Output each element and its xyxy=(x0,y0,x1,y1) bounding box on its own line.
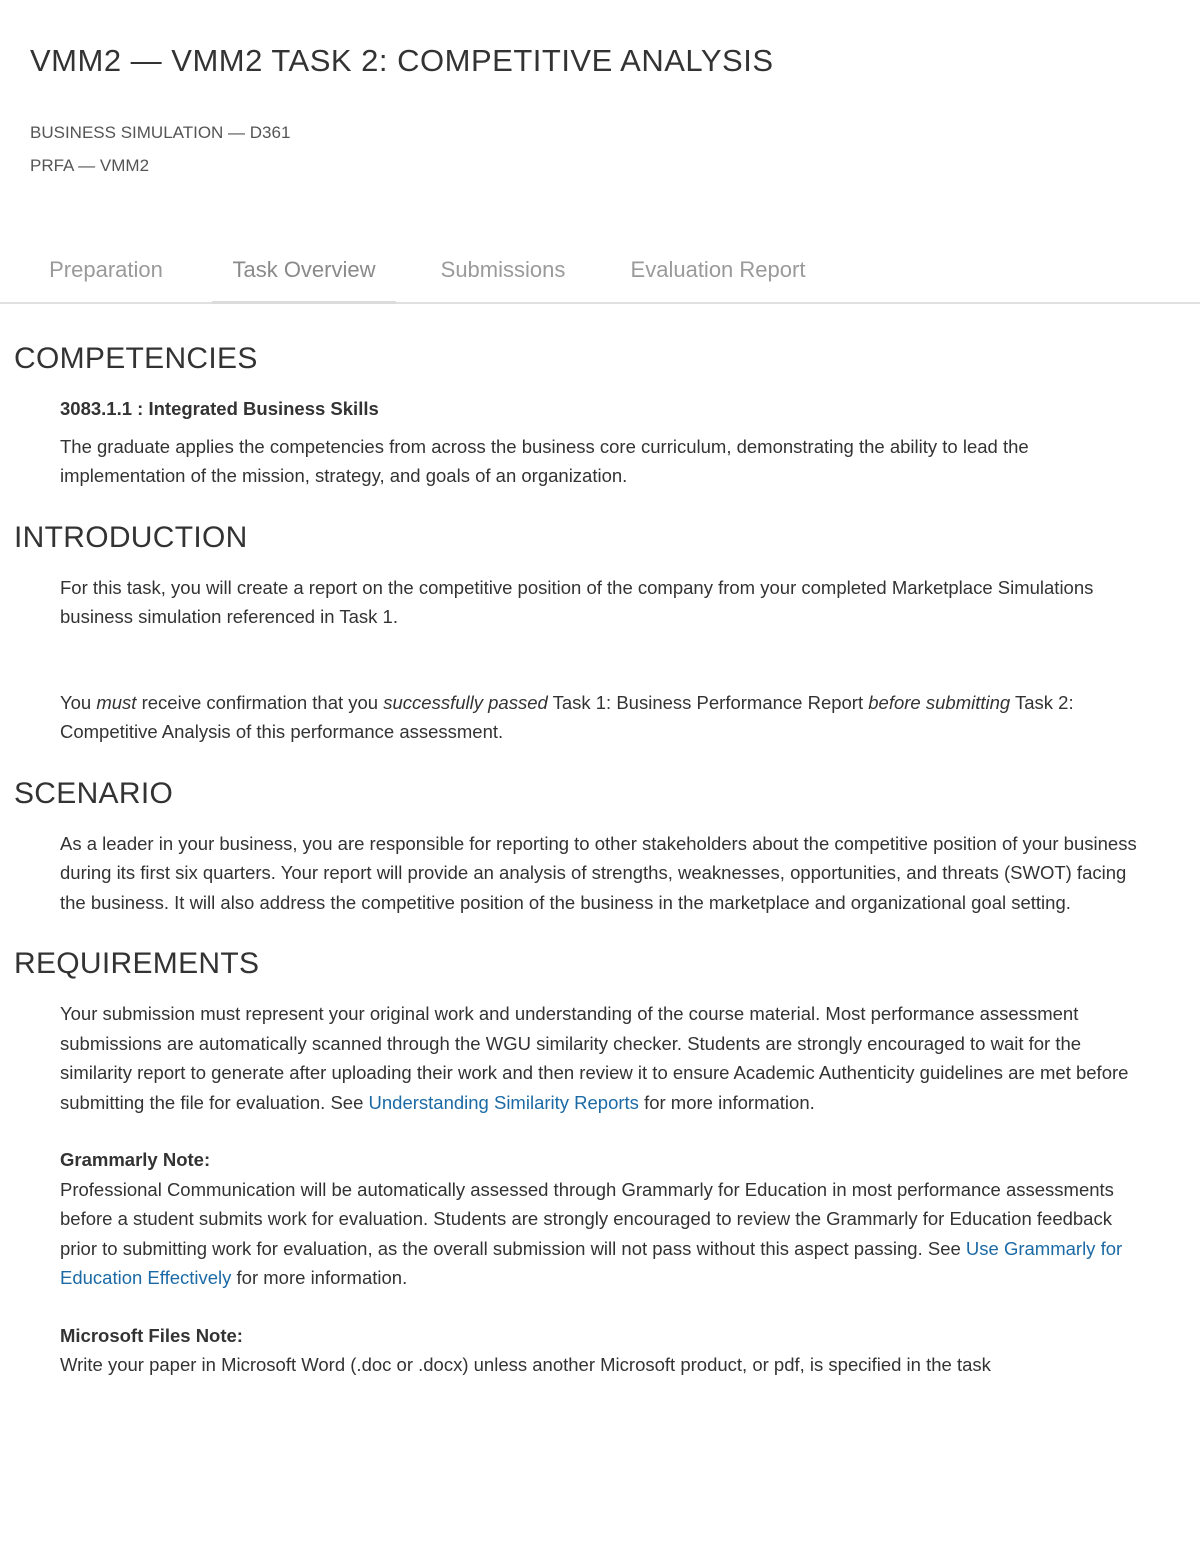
competency-code: 3083.1.1 : xyxy=(60,398,144,419)
introduction-paragraph: For this task, you will create a report on the competitive position of the company from your completed Marketplace Simulations business simulation referenced in Task 1. xyxy=(60,576,1094,627)
introduction-body xyxy=(60,567,1150,747)
scenario-body xyxy=(60,823,1150,918)
scenario-paragraph: As a leader in your business, you are responsible for reporting to other stakeholders about the competitive position of your business during its first six quarters. Your report will provide an analysis of strengths, weaknesses, opportunities, and threats (SWOT) facing the business. It will also address the competitive position of the business in the marketplace and organizational goal setting. xyxy=(60,832,1137,913)
microsoft-note-title: Microsoft Files Note: xyxy=(60,1324,243,1346)
note-emphasis-passed: successfully passed xyxy=(383,691,548,713)
competencies-heading: COMPETENCIES xyxy=(14,342,258,375)
note-emphasis-before: before submitting xyxy=(868,691,1011,713)
competency-description: The graduate applies the competencies from across the business core curriculum, demonstrating the ability to lead the implementation of the mission, strategy, and goals of an organization. xyxy=(60,435,1029,486)
originality-paragraph xyxy=(60,999,1150,1117)
grammarly-note-paragraph xyxy=(60,1175,1150,1293)
requirements-body xyxy=(60,993,1150,1380)
introduction-heading: INTRODUCTION xyxy=(14,520,248,554)
competencies-body xyxy=(60,394,1150,491)
grammarly-text: Professional Communication will be automatically assessed through Grammarly for Education in most performance assessments before a student submits work for evaluation. Students are strongly encouraged to review the Grammarly for Education feedback prior to submitting work for evaluation, as the overall submission will not pass without this aspect passing. See xyxy=(60,1178,1114,1259)
course-name: BUSINESS SIMULATION — D361 xyxy=(30,123,291,142)
course-meta xyxy=(30,116,1170,182)
task-overview-content xyxy=(14,330,1174,1380)
tab-bar xyxy=(0,240,1200,304)
grammarly-link[interactable]: Use Grammarly for Education Effectively xyxy=(60,1237,1123,1288)
note-text-1: You xyxy=(60,691,97,713)
grammarly-note-title: Grammarly Note: xyxy=(60,1149,211,1170)
competency-name: Integrated Business Skills xyxy=(148,398,379,419)
assessment-code: PRFA — VMM2 xyxy=(30,156,150,175)
note-text-2: receive confirmation that you xyxy=(136,691,384,713)
competency-title xyxy=(60,394,1150,424)
tab-evaluation-report[interactable]: Evaluation Report xyxy=(630,257,806,282)
tab-preparation[interactable]: Preparation xyxy=(49,257,163,282)
originality-text: Your submission must represent your original work and understanding of the course material. Most performance assessment submissions are automatically scanned through the WGU similarity checker. Students are strongly encouraged to wait for the similarity report to generate after uploading their work and then review it to ensure Academic Authenticity guidelines are met before submitting the file for evaluation. See xyxy=(60,1003,1129,1113)
page-header xyxy=(30,40,1170,182)
tab-task-overview[interactable]: Task Overview xyxy=(212,240,396,304)
originality-text-end: for more information. xyxy=(638,1091,815,1113)
note-emphasis-must: must xyxy=(96,691,137,713)
note-text-4: Task 2: Competitive Analysis of this performance assessment. xyxy=(60,691,1074,742)
grammarly-text-end: for more information. xyxy=(231,1267,408,1288)
page-title: VMM2 — VMM2 TASK 2: COMPETITIVE ANALYSIS xyxy=(30,43,774,78)
microsoft-note-paragraph: Write your paper in Microsoft Word (.doc or .docx) unless another Microsoft product, or pdf, is specified in the task xyxy=(60,1354,991,1375)
similarity-reports-link[interactable]: Understanding Similarity Reports xyxy=(368,1091,639,1113)
tab-submissions[interactable]: Submissions xyxy=(440,257,566,282)
scenario-heading: SCENARIO xyxy=(14,776,174,810)
introduction-prerequisite-note xyxy=(60,688,1150,747)
note-text-3: Task 1: Business Performance Report xyxy=(547,691,869,713)
requirements-heading: REQUIREMENTS xyxy=(14,947,260,980)
